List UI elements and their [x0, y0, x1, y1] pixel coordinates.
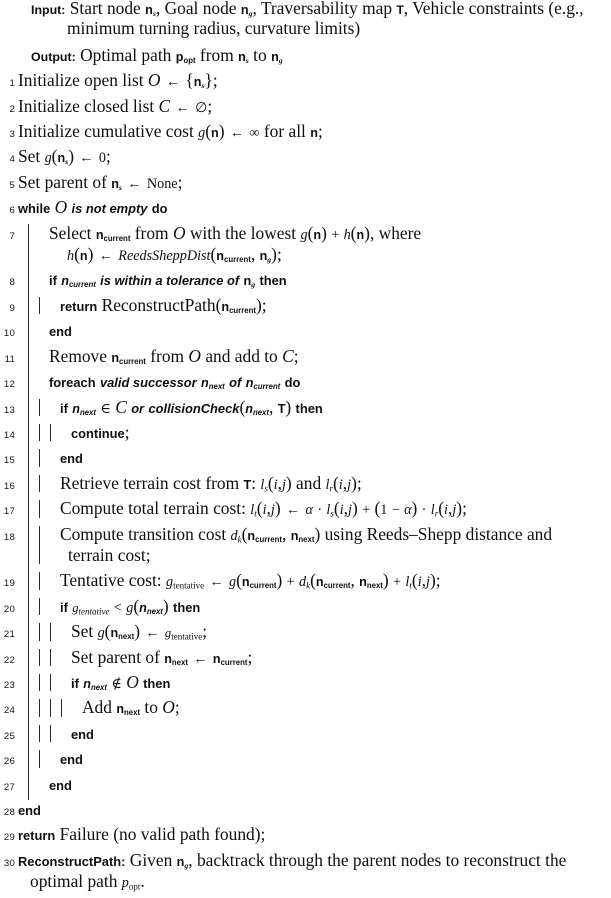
keyword-do: do [151, 201, 168, 217]
line-number: 14 [3, 429, 15, 441]
keyword-if: if [60, 400, 68, 416]
input-label: Input: [31, 3, 66, 17]
line-body: Tentative cost: $g_{tentative}$ ← $g(n_{current}) + d_k(n_{current}$, $n_{next}) + l_t(i,j)$; [28, 571, 611, 596]
line-body: if $g_{tentative} < g(n_{next})$ then [28, 597, 611, 622]
algorithm-input-row [0, 0, 611, 43]
line-number: 6 [9, 205, 15, 217]
line-number: 28 [3, 807, 15, 818]
line-body: Retrieve terrain cost from T: $l_s(i,j)$ and $l_r(i,j)$; [28, 474, 611, 499]
line-body: Set parent of $n_{next}$ ← $n_{current}$; [28, 648, 611, 673]
keyword-return: return [18, 828, 56, 844]
line-number: 11 [4, 353, 15, 365]
algorithm-line [0, 398, 611, 423]
input-text-line1: Start node $n_s$, Goal node $n_g$, Traversability map T, Vehicle constraints (e.g., [69, 0, 584, 19]
algorithm-output-row [0, 43, 611, 71]
algorithm-line [0, 571, 611, 596]
line-body [28, 321, 611, 346]
keyword-end: end [71, 726, 94, 742]
algorithm-line [0, 147, 611, 172]
line-number: 9 [9, 302, 15, 314]
keyword-if: if [71, 675, 79, 691]
line-body: foreach valid successor $n_{next}$ of $n_{current}$ do [28, 372, 611, 397]
line-body [28, 724, 611, 749]
line-body: Initialize open list O ← $\{n_s\}$; [18, 70, 218, 91]
line-body: ReconstructPath: Given $n_g$, backtrack through the parent nodes to reconstruct the optimal path $p_{opt}$. [18, 851, 611, 898]
keyword-end: end [49, 324, 72, 340]
line-number: 1 [9, 78, 15, 90]
line-body [28, 749, 611, 774]
gutter-spacer [0, 0, 18, 43]
line-number: 18 [3, 531, 15, 543]
algorithm-line [0, 224, 611, 271]
keyword-then: then [259, 273, 287, 289]
line-number: 13 [3, 404, 15, 416]
line-number: 29 [3, 832, 15, 844]
algorithm-line [0, 173, 611, 198]
output-text: Optimal path $p_{opt}$ from $n_s$ to $n_g$ [80, 44, 283, 65]
algorithm-line [0, 423, 611, 448]
algorithm-line [0, 474, 611, 499]
keyword-then: then [295, 400, 323, 416]
line-number: 20 [3, 603, 15, 615]
keyword-end: end [60, 451, 83, 467]
line-number: 19 [3, 578, 15, 590]
algorithm-line [0, 71, 611, 96]
line-number: 25 [3, 730, 15, 742]
keyword-end: end [49, 777, 72, 793]
line-body [18, 800, 611, 825]
line-body: Set parent of $n_s$ ← None; [18, 171, 183, 193]
line-number: 23 [3, 679, 15, 691]
line-body: Remove $n_{current}$ from O and add to C; [28, 347, 611, 372]
line-number: 24 [3, 705, 15, 717]
algorithm-line [0, 775, 611, 800]
line-number: 8 [9, 277, 15, 289]
line-number: 10 [3, 328, 15, 340]
algorithm-line [0, 825, 611, 850]
keyword-reconstruct-path: ReconstructPath: [18, 853, 126, 869]
keyword-if: if [49, 273, 57, 289]
line-body: Set $g(n_{next})$ ← $g_{tentative}$; [28, 622, 611, 647]
line-body: Initialize cumulative cost g(n) ← ∞ for all n; [18, 121, 323, 142]
algorithm-line [0, 800, 611, 825]
algorithm-line [0, 296, 611, 321]
line-number: 22 [3, 654, 15, 666]
line-body: Select $n_{current}$ from O with the lowest g(n) + h(n), where h(n) ← $ReedsSheppDist(n_{current}$, $n_g$); [28, 224, 611, 271]
algorithm-line [0, 198, 611, 223]
algorithm-line [0, 851, 611, 898]
line-body: Add $n_{next}$ to O; [28, 698, 611, 723]
gutter-spacer [0, 47, 18, 71]
line-body-continuation: optimal path $p_{opt}$. [30, 871, 145, 892]
line-body: Compute total terrain cost: $l_t(i,j)$ ← $\alpha \cdot l_s(i,j) + (1 - \alpha) \cdot l_r(i,j)$; [28, 499, 611, 524]
algorithm-line [0, 347, 611, 372]
algorithm-line [0, 749, 611, 774]
line-number: 7 [9, 230, 15, 242]
algorithm-line [0, 698, 611, 723]
algorithm-line [0, 448, 611, 473]
line-body [28, 775, 611, 800]
line-number: 15 [3, 455, 15, 467]
line-body [28, 448, 611, 473]
algorithm-line [0, 622, 611, 647]
keyword-if: if [60, 599, 68, 615]
algorithm-line [0, 270, 611, 295]
algorithm-line [0, 321, 611, 346]
line-body: while O is not empty do [18, 197, 168, 218]
keyword-end: end [18, 803, 41, 818]
line-number: 16 [3, 480, 15, 492]
algorithm-line [0, 97, 611, 122]
keyword-do: do [284, 375, 301, 391]
keyword-while: while [18, 201, 51, 217]
algorithm-line [0, 372, 611, 397]
output-label: Output: [31, 49, 76, 64]
algorithm-line [0, 525, 611, 572]
line-body: return Failure (no valid path found); [18, 824, 266, 845]
line-body: return $ReconstructPath(n_{current})$; [28, 296, 611, 321]
algorithm-line [0, 499, 611, 524]
algorithm-output-body [18, 44, 611, 71]
line-body: if $n_{next}$ ∉ O then [28, 673, 611, 698]
line-number: 17 [3, 506, 15, 518]
line-body: Initialize closed list C ← ∅; [18, 95, 213, 116]
line-number: 30 [3, 857, 15, 869]
line-number: 12 [3, 379, 15, 391]
algorithm-line [0, 724, 611, 749]
line-number: 3 [9, 129, 15, 141]
line-number: 21 [3, 629, 15, 641]
line-body: continue; [28, 423, 611, 448]
line-body: if $n_{current}$ is within a tolerance of $n_g$ then [28, 270, 611, 295]
algorithm-line [0, 122, 611, 147]
line-body-continuation: h(n) ← $ReedsSheppDist(n_{current}$, $n_g$); [67, 244, 282, 265]
line-body: Compute transition cost $d_k(n_{current}$, $n_{next}$) using Reeds–Shepp distance and terrain cost; [28, 525, 611, 572]
keyword-continue: continue [71, 425, 125, 441]
line-body: if $n_{next}$ ∈ C or $collisionCheck(n_{next}$, T) then [28, 398, 611, 423]
line-number: 5 [9, 179, 15, 191]
input-text-line2: minimum turning radius, curvature limits) [67, 18, 361, 39]
keyword-then: then [173, 599, 201, 615]
algorithm-line [0, 673, 611, 698]
algorithm-line [0, 648, 611, 673]
line-number: 26 [3, 756, 15, 768]
keyword-return: return [60, 298, 98, 314]
algorithm-input-body [18, 0, 611, 43]
line-body-continuation: terrain cost; [68, 544, 151, 565]
line-number: 2 [9, 103, 15, 115]
keyword-end: end [60, 752, 83, 768]
line-number: 4 [9, 154, 15, 166]
keyword-foreach: foreach [49, 375, 96, 391]
line-number: 27 [3, 781, 15, 793]
algorithm-line [0, 597, 611, 622]
keyword-then: then [143, 675, 171, 691]
line-body: Set $g(n_s)$ ← 0; [18, 146, 111, 167]
